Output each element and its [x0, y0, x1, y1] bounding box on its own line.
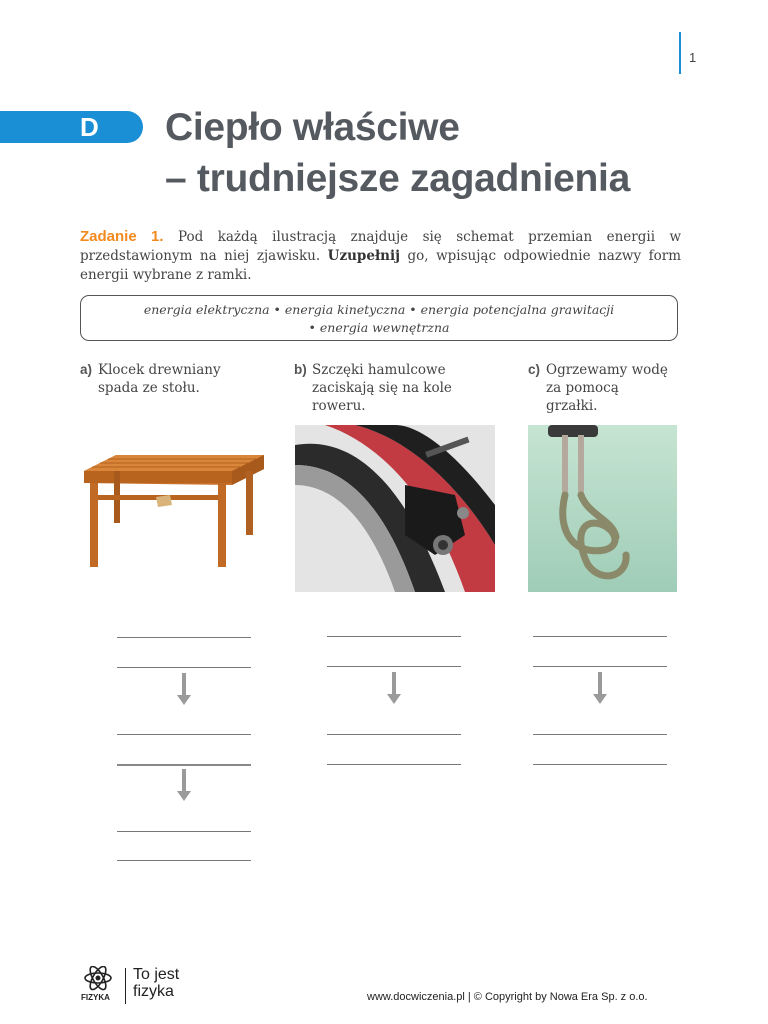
item-c-label — [528, 361, 668, 415]
section-tab — [0, 111, 143, 143]
footer-copyright: www.docwiczenia.pl | © Copyright by Nowa Era Sp. z o.o. — [367, 991, 648, 1003]
item-a-label — [80, 361, 221, 397]
item-b-line-2: zaciskają się na kole — [312, 380, 452, 396]
item-b-line-1: Szczęki hamulcowe — [312, 362, 446, 378]
footer-brand — [133, 966, 179, 1000]
word-bank-line-1: energia elektryczna • energia kinetyczna • energia potencjalna grawitacji — [143, 302, 615, 317]
item-b-letter: b) — [294, 362, 307, 377]
page-number: 1 — [689, 50, 697, 65]
atom-logo-icon — [82, 966, 114, 996]
task-instruction — [80, 227, 681, 285]
task-label: Zadanie 1. — [80, 228, 164, 245]
item-c-letter: c) — [528, 362, 541, 377]
answer-line-a4[interactable] — [117, 764, 251, 766]
arrow-down-icon — [387, 672, 401, 705]
brand-line-1: To jest — [133, 966, 180, 983]
word-bank-line-2: • energia wewnętrzna — [308, 320, 450, 335]
bicycle-brake-photo — [295, 425, 495, 592]
item-c-line-3: grzałki. — [546, 398, 598, 414]
answer-line-b2[interactable] — [327, 666, 461, 667]
item-a-line-1: Klocek drewniany — [98, 362, 221, 378]
arrow-down-icon — [593, 672, 607, 705]
item-a-line-2: spada ze stołu. — [98, 380, 200, 396]
item-b-label — [294, 361, 452, 415]
answer-line-a5[interactable] — [117, 831, 251, 832]
answer-line-b3[interactable] — [327, 734, 461, 735]
answer-line-b4[interactable] — [327, 764, 461, 765]
title-line-2: – trudniejsze zagadnienia — [165, 157, 630, 200]
word-bank-box — [80, 295, 678, 341]
task-text-1: Pod każdą ilustracją znajduje się schemat przemian energii w przedstawionym na niej zjawisku. — [80, 229, 682, 264]
page-number-bar — [679, 32, 681, 74]
title-line-1: Ciepło właściwe — [165, 106, 460, 149]
answer-line-a2[interactable] — [117, 667, 251, 668]
arrow-down-icon — [177, 769, 191, 802]
immersion-heater-photo — [528, 425, 677, 592]
answer-line-b1[interactable] — [327, 636, 461, 637]
item-c-line-2: za pomocą — [546, 380, 619, 396]
answer-line-a6[interactable] — [117, 860, 251, 861]
answer-line-c4[interactable] — [533, 764, 667, 765]
answer-line-c1[interactable] — [533, 636, 667, 637]
arrow-down-icon — [177, 673, 191, 706]
item-b-line-3: roweru. — [312, 398, 366, 414]
table-illustration — [80, 425, 270, 585]
footer-divider — [125, 968, 126, 1004]
item-c-line-1: Ogrzewamy wodę — [546, 362, 668, 378]
answer-line-c3[interactable] — [533, 734, 667, 735]
task-text-2: go, wpisując odpowiednie nazwy form energii wybrane z ramki. — [80, 248, 682, 283]
answer-line-c2[interactable] — [533, 666, 667, 667]
answer-line-a1[interactable] — [117, 637, 251, 638]
page-title — [165, 102, 630, 204]
section-letter: D — [80, 112, 99, 142]
task-emphasis: Uzupełnij — [327, 248, 400, 264]
brand-line-2: fizyka — [133, 983, 174, 1000]
item-a-letter: a) — [80, 362, 93, 377]
footer-logo-text: FIZYKA — [81, 993, 110, 1002]
answer-line-a3[interactable] — [117, 734, 251, 735]
